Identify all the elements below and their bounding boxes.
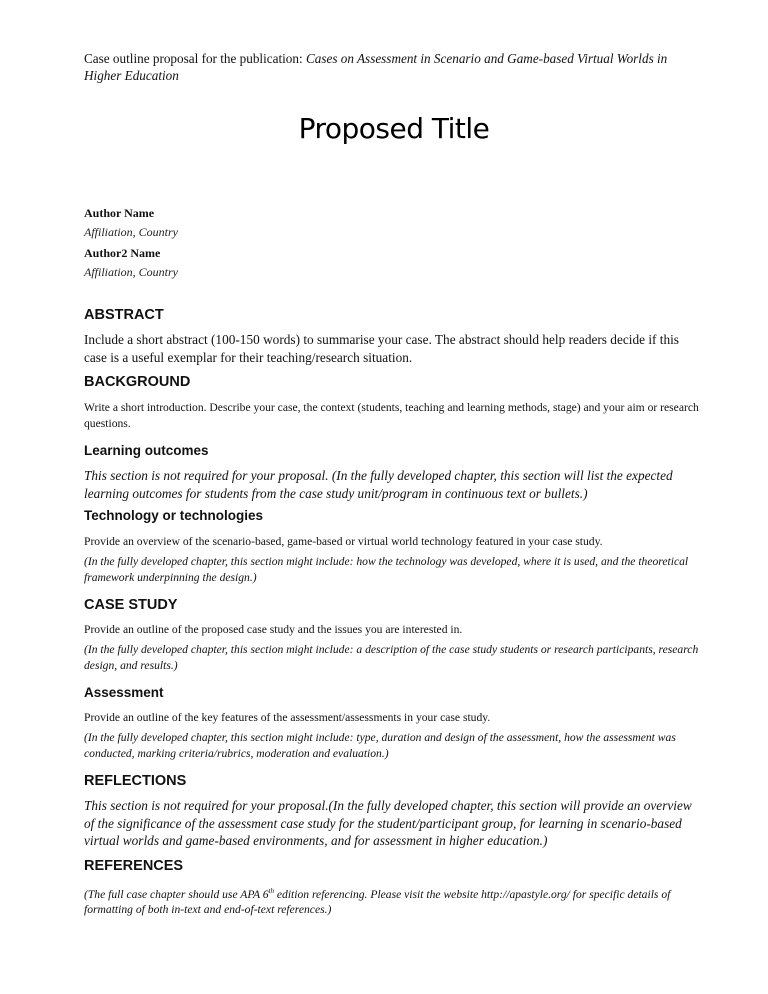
background-text: Write a short introduction. Describe your case, the context (students, teaching and learning methods, stage) and your aim or research questions. [84,401,699,430]
references-text-part1: (The full case chapter should use APA 6 [84,887,269,901]
author-2-name: Author2 Name [84,246,161,260]
author-1-affiliation: Affiliation, Country [84,225,179,239]
assessment-text: Provide an outline of the key features of the assessment/assessments in your case study. [84,711,491,724]
publication-title: Cases on Assessment in Scenario and Game-based Virtual Worlds in Higher Education [84,51,668,83]
abstract-text: Include a short abstract (100-150 words) to summarise your case. The abstract should help readers decide if this case is a useful exemplar for their teaching/research situation. [84,332,679,365]
case-study-text: Provide an outline of the proposed case study and the issues you are interested in. [84,623,463,636]
learning-outcomes-text: This section is not required for your proposal. (In the fully developed chapter, this section will list the expected learning outcomes for students from the case study unit/program in continuous text or bullets.) [84,468,673,501]
case-study-heading: CASE STUDY [84,597,178,613]
learning-outcomes-heading: Learning outcomes [84,443,209,458]
publication-line [84,50,704,84]
technology-note: (In the fully developed chapter, this section might include: how the technology was developed, where it is used, and the theoretical framework underpinning the design.) [84,555,689,584]
references-text-part2: edition referencing. Please visit the website http://apastyle.org/ for specific details of formatting of both in-text and end-of-text references.) [84,887,671,917]
technology-heading: Technology or technologies [84,508,264,523]
technology-text: Provide an overview of the scenario-based, game-based or virtual world technology featured in your case study. [84,535,603,548]
references-text [84,884,704,918]
publication-prefix: Case outline proposal for the publication: [84,51,306,66]
case-study-note: (In the fully developed chapter, this section might include: a description of the case study students or research participants, research design, and results.) [84,643,699,672]
references-superscript: th [268,887,274,895]
author-2-affiliation: Affiliation, Country [84,265,179,279]
background-heading: BACKGROUND [84,374,191,390]
references-heading: REFERENCES [84,858,184,874]
reflections-text: This section is not required for your proposal.(In the fully developed chapter, this section will provide an overview of the significance of the assessment case study for the student/participant group, for learning in scenario-based virtual worlds and game-based environments, and for assessment in higher education.) [84,798,692,848]
assessment-note: (In the fully developed chapter, this section might include: type, duration and design of the assessment, how the assessment was conducted, marking criteria/rubrics, moderation and evaluation.) [84,731,676,760]
document-title: Proposed Title [298,112,490,145]
author-1-name: Author Name [84,206,155,220]
abstract-heading: ABSTRACT [84,307,164,323]
reflections-heading: REFLECTIONS [84,773,187,789]
assessment-heading: Assessment [84,685,164,700]
